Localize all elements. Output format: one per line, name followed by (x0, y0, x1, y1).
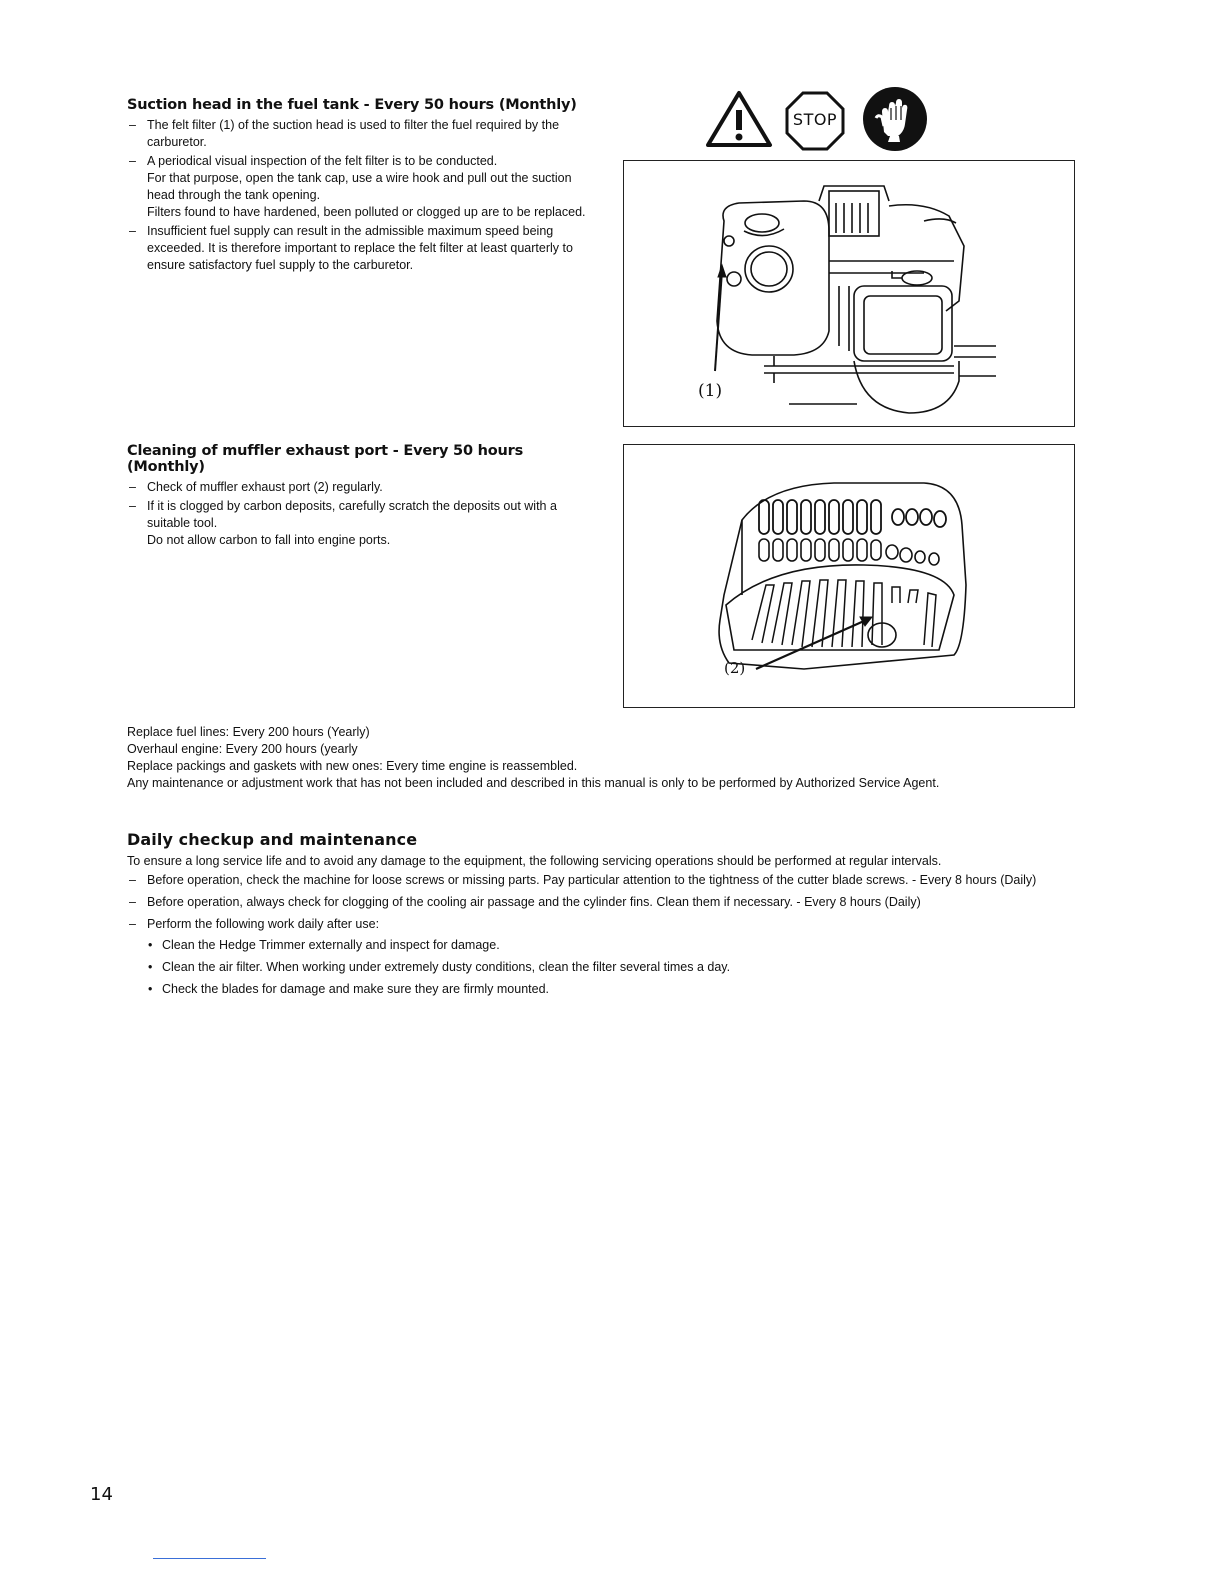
daily-list (127, 872, 1082, 998)
caution-triangle-icon (704, 90, 774, 148)
note-line: Any maintenance or adjustment work that has not been included and described in this manual is only to be performed by Authorized Service Agent. (127, 776, 940, 790)
daily-intro: To ensure a long service life and to avoid any damage to the equipment, the following servicing operations should be performed at regular intervals. (127, 854, 942, 868)
gloves-icon (862, 86, 928, 152)
stop-sign-icon (785, 91, 845, 151)
note-line: Replace packings and gaskets with new ones: Every time engine is reassembled. (127, 759, 578, 773)
daily-section-title: Daily checkup and maintenance (127, 830, 418, 849)
bullet-item: • Check the blades for damage and make sure they are firmly mounted. (147, 981, 1082, 998)
fuel-tank-figure (623, 160, 1075, 427)
list-item: – Before operation, check the machine for loose screws or missing parts. Pay particular attention to the tightness of the cutter blade screws. - Every 8 hours (Daily) (127, 872, 1082, 889)
list-item: – Check of muffler exhaust port (2) regularly. (127, 479, 592, 496)
muffler-section (127, 443, 592, 551)
fuel-suction-section (127, 97, 592, 276)
footer-rule (153, 1558, 266, 1559)
figure1-callout: (1) (698, 381, 723, 401)
list-item: – If it is clogged by carbon deposits, carefully scratch the deposits out with a suitable tool. Do not allow carbon to fall into engine ports. (127, 498, 592, 549)
muffler-illustration (624, 445, 1074, 707)
maintenance-notes (127, 724, 1087, 792)
bullet-item: • Clean the air filter. When working under extremely dusty conditions, clean the filter several times a day. (147, 959, 1082, 976)
note-line: Overhaul engine: Every 200 hours (yearly (127, 742, 358, 756)
figure2-callout: (2) (724, 659, 746, 677)
page-number: 14 (90, 1484, 113, 1505)
stop-sign-label: STOP (792, 110, 838, 129)
fuel-section-title: Suction head in the fuel tank - Every 50 hours (Monthly) (127, 97, 577, 113)
muffler-figure (623, 444, 1075, 708)
muffler-section-title: Cleaning of muffler exhaust port - Every 50 hours (Monthly) (127, 443, 524, 475)
list-item: – Perform the following work daily after use: • Clean the Hedge Trimmer externally and inspect for damage. • Clean the air filter. When working under extremely dusty conditions, clean the filter several times a day. • Check the blades for damage and make sure they are firmly mounted. (127, 916, 1082, 998)
bullet-item: • Clean the Hedge Trimmer externally and inspect for damage. (147, 937, 1082, 954)
engine-illustration (624, 161, 1074, 426)
list-item: – The felt filter (1) of the suction head is used to filter the fuel required by the carburetor. (127, 117, 592, 151)
list-item: – Before operation, always check for clogging of the cooling air passage and the cylinder fins. Clean them if necessary. - Every 8 hours (Daily) (127, 894, 1082, 911)
list-item: – Insufficient fuel supply can result in the admissible maximum speed being exceeded. It is therefore important to replace the felt filter at least quarterly to ensure satisfactory fuel supply to the carburetor. (127, 223, 592, 274)
fuel-section-list (127, 117, 592, 274)
list-item: – A periodical visual inspection of the felt filter is to be conducted. For that purpose, open the tank cap, use a wire hook and pull out the suction head through the tank opening. Filters found to have hardened, been polluted or clogged up are to be replaced. (127, 153, 592, 221)
daily-checkup-section (127, 830, 1082, 1003)
daily-sublist (147, 937, 1082, 998)
note-line: Replace fuel lines: Every 200 hours (Yearly) (127, 725, 370, 739)
muffler-section-list (127, 479, 592, 549)
